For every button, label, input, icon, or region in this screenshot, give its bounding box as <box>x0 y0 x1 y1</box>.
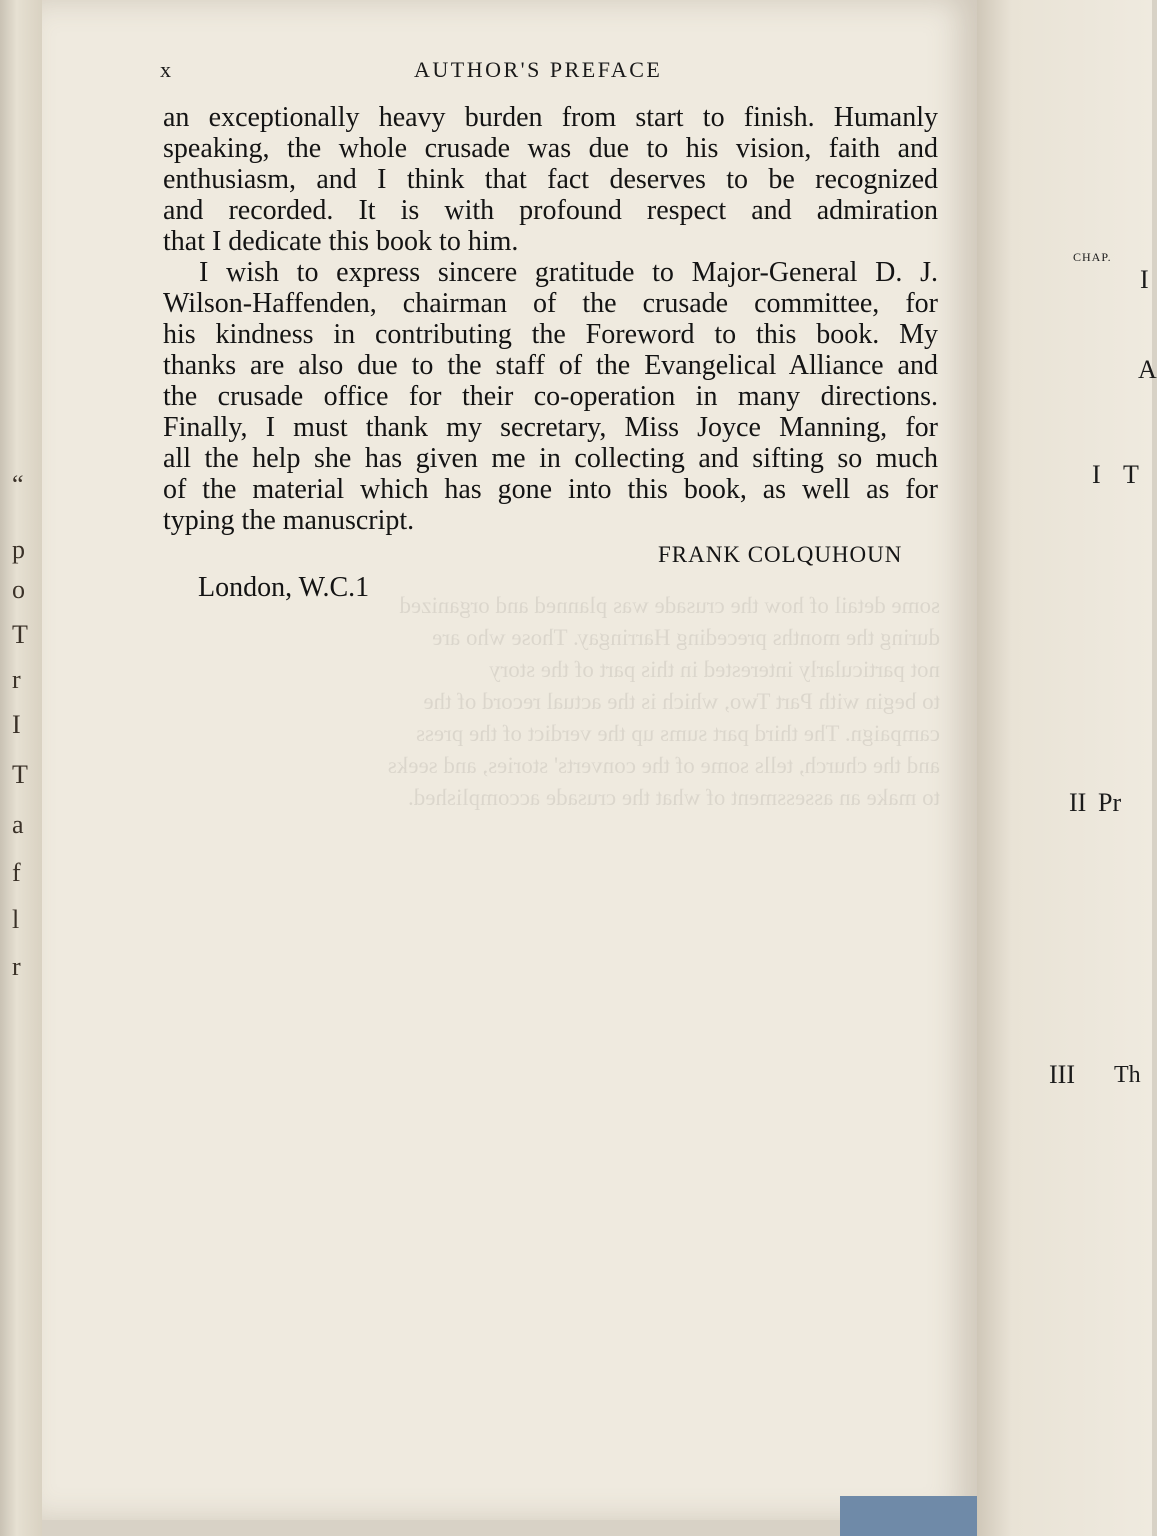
text-line: of the material which has gone into this book, as well as for <box>163 474 938 505</box>
text-line: I wish to express sincere gratitude to Major-General D. J. <box>199 257 938 288</box>
page-number: x <box>160 57 171 82</box>
book-cover-edge <box>840 1496 977 1536</box>
text-line: that I dedicate this book to him. <box>163 226 519 257</box>
chapter-title-fragment: Th <box>1114 1062 1141 1088</box>
text-line: thanks are also due to the staff of the Evangelical Alliance and <box>163 350 938 381</box>
text-line: typing the manuscript. <box>163 505 415 536</box>
edge-char: r <box>12 665 21 694</box>
running-head: AUTHOR'S PREFACE <box>414 57 663 82</box>
place-line: London, W.C.1 <box>198 572 370 603</box>
edge-char: T <box>12 620 28 649</box>
chapter-numeral: I <box>1092 460 1101 489</box>
facing-page <box>977 0 1152 1536</box>
text-line: speaking, the whole crusade was due to his vision, faith and <box>163 133 938 164</box>
text-line: his kindness in contributing the Foreword to this book. My <box>163 319 938 350</box>
chapter-numeral: III <box>1049 1060 1075 1089</box>
text-line: Wilson-Haffenden, chairman of the crusade committee, for <box>163 288 938 319</box>
edge-char: f <box>12 858 21 887</box>
text-line: Finally, I must thank my secretary, Miss Joyce Manning, for <box>163 412 938 443</box>
edge-char: p <box>12 535 25 564</box>
edge-char: T <box>12 760 28 789</box>
left-page-edge <box>0 0 42 1536</box>
edge-char: l <box>12 905 20 934</box>
chapter-numeral: II <box>1069 788 1087 817</box>
edge-fragment: A <box>1138 355 1157 384</box>
text-line: and recorded. It is with profound respect and admiration <box>163 195 938 226</box>
edge-char: o <box>12 575 25 604</box>
edge-char: I <box>12 710 21 739</box>
edge-char: r <box>12 952 21 981</box>
chapter-title-fragment: Pr <box>1098 788 1122 817</box>
edge-char: a <box>12 810 24 839</box>
edge-char: “ <box>12 470 24 499</box>
text-line: enthusiasm, and I think that fact deserves to be recognized <box>163 164 938 195</box>
chap-label: CHAP. <box>1073 250 1112 264</box>
author-signature: FRANK COLQUHOUN <box>658 542 903 567</box>
chapter-title-fragment: T <box>1123 460 1139 489</box>
text-line: an exceptionally heavy burden from start to finish. Humanly <box>163 102 938 133</box>
edge-fragment: I <box>1140 265 1149 294</box>
preface-body <box>163 102 938 536</box>
text-line: all the help she has given me in collecting and sifting so much <box>163 443 938 474</box>
text-line: the crusade office for their co-operation in many directions. <box>163 381 938 412</box>
